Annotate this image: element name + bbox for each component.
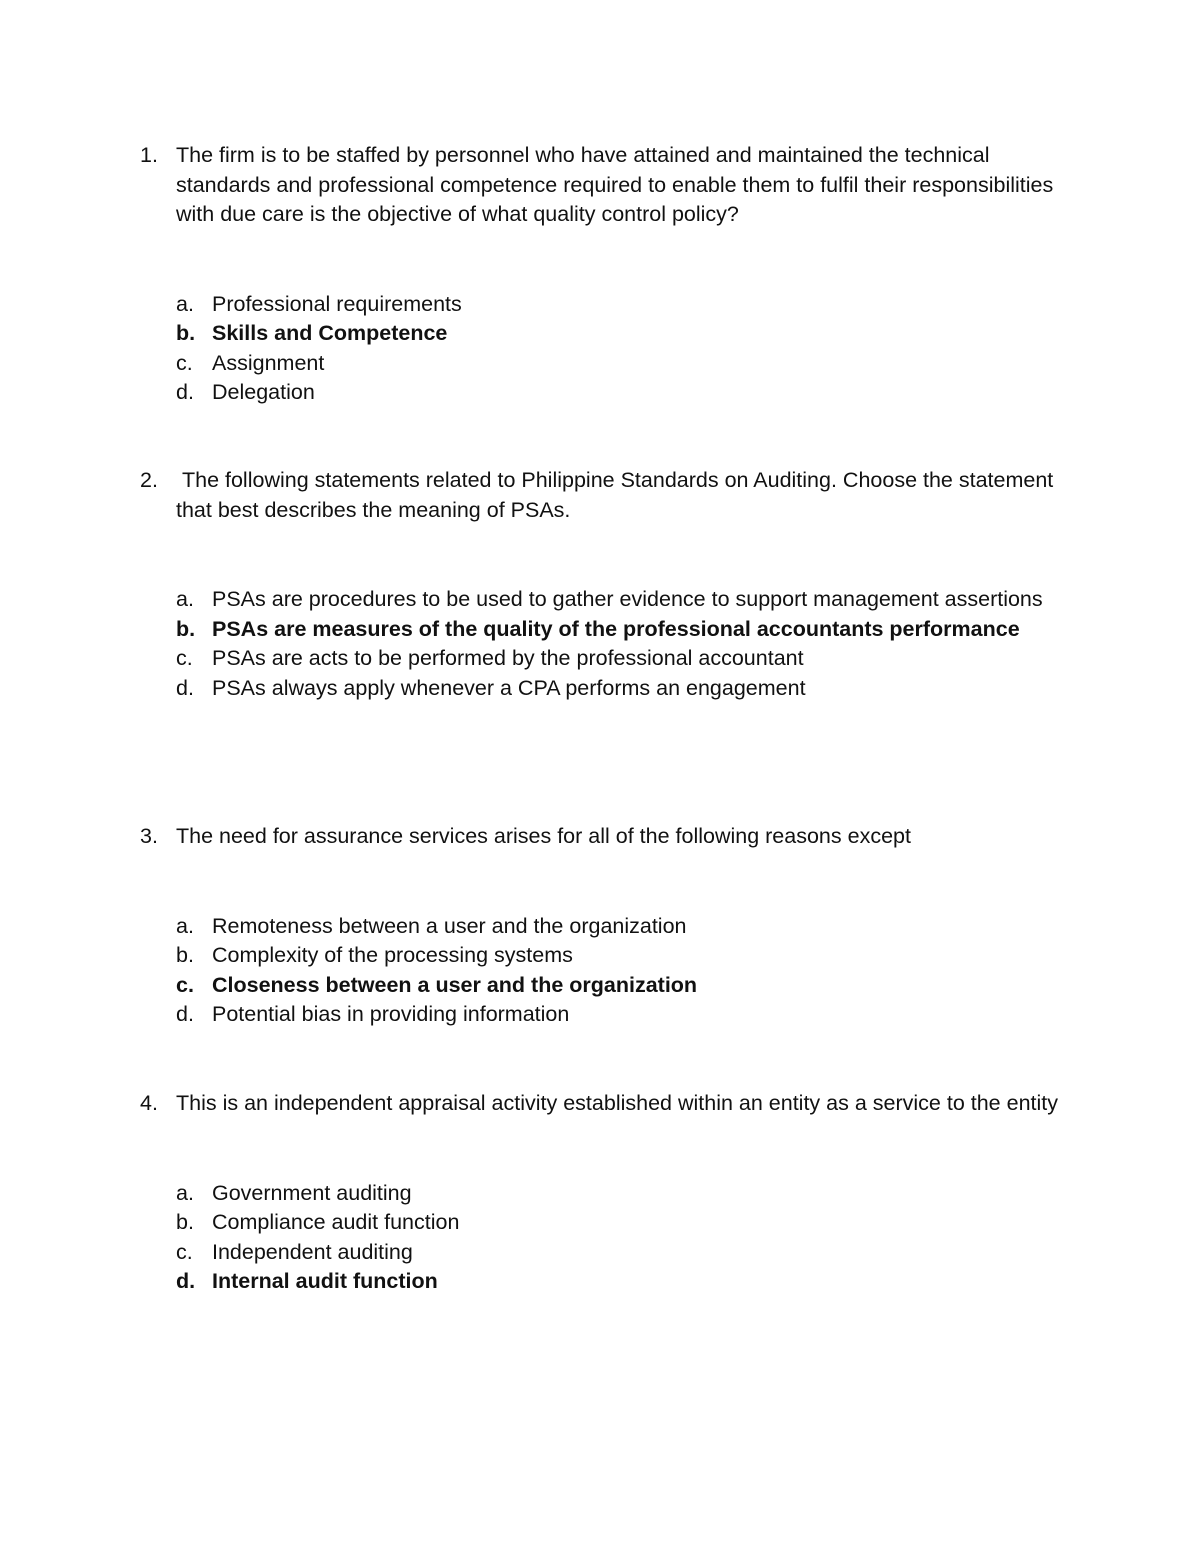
question-stem: [140, 141, 1060, 230]
option-a: [176, 290, 1060, 320]
option-list: [176, 1179, 1060, 1297]
option-c: [176, 1238, 1060, 1268]
option-a: [176, 585, 1060, 615]
option-text: Skills and Competence: [212, 321, 448, 345]
option-d: [176, 1000, 1060, 1030]
question-1: [140, 141, 1060, 408]
option-text: Government auditing: [212, 1180, 412, 1205]
question-text: This is an independent appraisal activity established within an entity as a service to the entity: [176, 1091, 1058, 1115]
option-list: [176, 290, 1060, 408]
option-letter: c.: [176, 972, 194, 997]
question-text: The firm is to be staffed by personnel who have attained and maintained the technical standards and professional competence required to enable them to fulfil their responsibilities with due care is the objective of what quality control policy?: [176, 143, 1054, 226]
option-letter: b.: [176, 1210, 194, 1234]
option-b-answer: [176, 615, 1060, 645]
option-a: [176, 912, 1060, 942]
option-b: [176, 1208, 1060, 1238]
option-b: [176, 941, 1060, 971]
question-number: 4.: [140, 1091, 158, 1115]
option-letter: a.: [176, 587, 194, 611]
question-stem: [140, 1089, 1060, 1119]
question-2: [140, 466, 1060, 703]
option-letter: d.: [176, 1002, 194, 1026]
question-text: The need for assurance services arises for all of the following reasons except: [176, 824, 911, 848]
option-text: Complexity of the processing systems: [212, 943, 573, 967]
option-text: Potential bias in providing information: [212, 1002, 570, 1026]
option-letter: c.: [176, 1239, 193, 1264]
option-d: [176, 674, 1060, 704]
question-number: 3.: [140, 824, 158, 848]
question-text: The following statements related to Philippine Standards on Auditing. Choose the statement that best describes the meaning of PSAs.: [176, 468, 1060, 522]
question-number: 2.: [140, 468, 158, 492]
option-text: Internal audit function: [212, 1269, 438, 1293]
option-c-answer: [176, 971, 1060, 1001]
option-letter: b.: [176, 321, 196, 345]
option-text: Remoteness between a user and the organization: [212, 913, 687, 938]
option-text: PSAs always apply whenever a CPA performs an engagement: [212, 675, 806, 700]
option-letter: c.: [176, 646, 193, 670]
option-a: [176, 1179, 1060, 1209]
option-text: Delegation: [212, 380, 315, 404]
question-stem: [140, 822, 1060, 852]
option-letter: d.: [176, 1269, 196, 1293]
option-b-answer: [176, 319, 1060, 349]
option-c: [176, 644, 1060, 674]
question-number: 1.: [140, 143, 158, 167]
option-letter: c.: [176, 350, 193, 375]
option-letter: b.: [176, 616, 196, 641]
option-text: Compliance audit function: [212, 1210, 460, 1234]
option-c: [176, 349, 1060, 379]
option-text: PSAs are acts to be performed by the professional accountant: [212, 646, 804, 670]
option-text: PSAs are procedures to be used to gather evidence to support management assertions: [212, 587, 1043, 611]
option-letter: a.: [176, 913, 194, 938]
option-letter: a.: [176, 291, 194, 316]
option-d-answer: [176, 1267, 1060, 1297]
option-text: Assignment: [212, 350, 325, 375]
option-letter: d.: [176, 380, 194, 404]
option-letter: d.: [176, 675, 194, 700]
option-list: [176, 585, 1060, 703]
option-d: [176, 378, 1060, 408]
option-letter: a.: [176, 1180, 194, 1205]
option-list: [176, 912, 1060, 1030]
question-stem: [140, 466, 1060, 525]
question-4: [140, 1089, 1060, 1297]
option-text: PSAs are measures of the quality of the professional accountants performance: [212, 616, 1020, 641]
option-text: Closeness between a user and the organization: [212, 972, 698, 997]
question-3: [140, 822, 1060, 1030]
option-letter: b.: [176, 943, 194, 967]
option-text: Professional requirements: [212, 291, 462, 316]
option-text: Independent auditing: [212, 1239, 413, 1264]
